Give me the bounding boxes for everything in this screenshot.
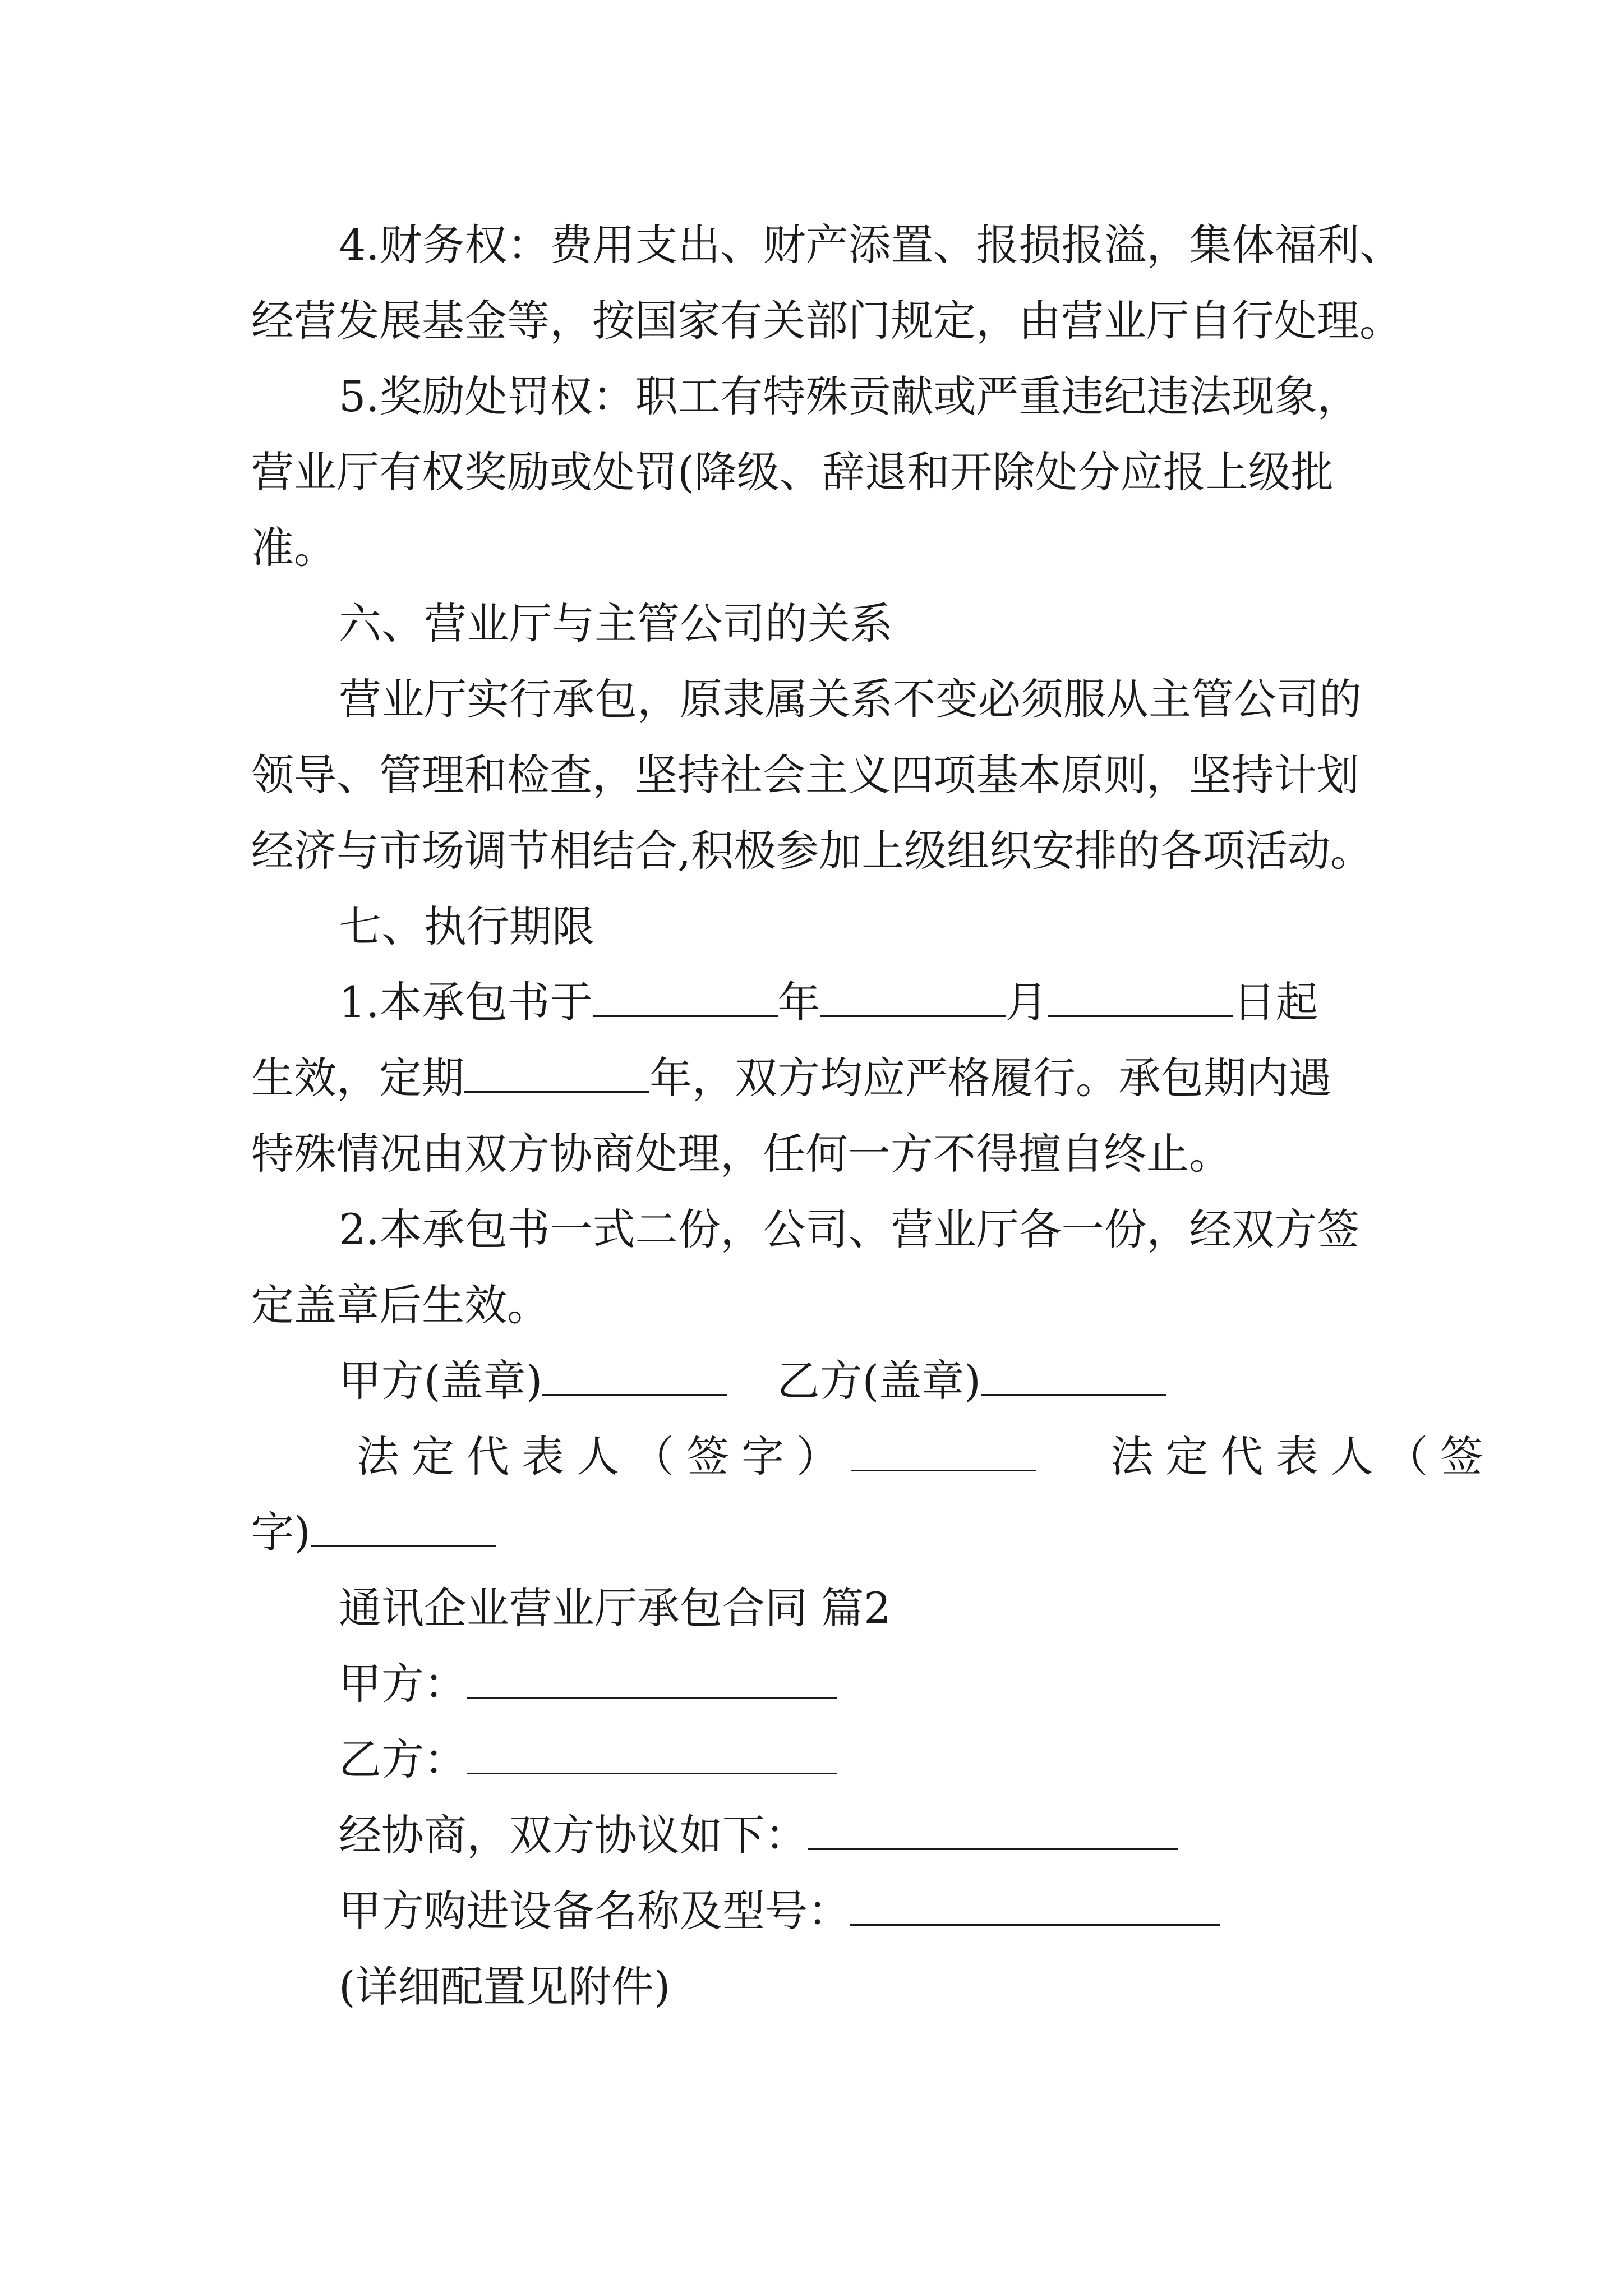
party-b-line bbox=[339, 1732, 1395, 1788]
equipment-label: 甲方购进设备名称及型号： bbox=[339, 1886, 850, 1936]
party-b-seal-label: 乙方(盖章) bbox=[777, 1356, 981, 1406]
representative-line2 bbox=[251, 1504, 1395, 1561]
equipment-line bbox=[339, 1883, 1395, 1939]
year-blank bbox=[593, 975, 778, 1017]
para-relationship-line2: 领导、管理和检查，坚持社会主义四项基本原则，坚持计划 bbox=[251, 750, 1359, 800]
para-copies-line1: 2.本承包书一式二份，公司、营业厅各一份，经双方签 bbox=[339, 1204, 1360, 1254]
period-years-blank bbox=[464, 1051, 649, 1093]
party-a-blank bbox=[467, 1657, 837, 1699]
party-b-blank bbox=[467, 1732, 837, 1774]
rep-b-blank bbox=[311, 1505, 496, 1547]
equipment-blank bbox=[850, 1884, 1220, 1926]
agreement-blank bbox=[808, 1808, 1178, 1850]
term-period-rest: 年，双方均应严格履行。承包期内遇 bbox=[649, 1053, 1331, 1103]
term-period-text: 生效，定期 bbox=[251, 1053, 464, 1103]
para-term-line3: 特殊情况由双方协商处理，任何一方不得擅自终止。 bbox=[251, 1129, 1232, 1179]
term-year-label: 年 bbox=[777, 977, 820, 1027]
party-a-label: 甲方： bbox=[339, 1659, 467, 1709]
para-term-line2 bbox=[251, 1050, 1395, 1106]
para-rewards-line1: 5.奖励处罚权：职工有特殊贡献或严重违纪违法现象， bbox=[339, 371, 1360, 421]
agreement-line bbox=[339, 1807, 1395, 1864]
attachment-note: (详细配置见附件) bbox=[339, 1962, 671, 2012]
day-blank bbox=[1048, 975, 1233, 1017]
para-copies-line2: 定盖章后生效。 bbox=[251, 1280, 550, 1330]
section-heading-7: 七、执行期限 bbox=[339, 901, 594, 951]
para-rewards-line3: 准。 bbox=[251, 523, 336, 573]
representative-line bbox=[357, 1429, 1496, 1485]
party-b-label: 乙方： bbox=[339, 1734, 467, 1784]
month-blank bbox=[820, 975, 1006, 1017]
term-start-text: 1.本承包书于 bbox=[339, 977, 593, 1027]
para-rewards-line2: 营业厅有权奖励或处罚(降级、辞退和开除处分应报上级批 bbox=[251, 447, 1334, 497]
seal-line bbox=[339, 1353, 1395, 1409]
party-a-seal-blank bbox=[542, 1354, 727, 1396]
rep-b-label: 法定代表人（签 bbox=[1110, 1432, 1496, 1481]
para-finance-rights-line1: 4.财务权：费用支出、财产添置、报损报溢，集体福利、 bbox=[339, 220, 1403, 270]
party-a-line bbox=[339, 1656, 1395, 1712]
agreement-label: 经协商，双方协议如下： bbox=[339, 1810, 808, 1860]
party-b-seal-blank bbox=[981, 1354, 1166, 1396]
party-a-seal-label: 甲方(盖章) bbox=[339, 1356, 543, 1406]
term-day-label: 日起 bbox=[1233, 977, 1318, 1027]
para-finance-rights-line2: 经营发展基金等，按国家有关部门规定，由营业厅自行处理。 bbox=[251, 296, 1402, 346]
section-heading-6: 六、营业厅与主管公司的关系 bbox=[339, 599, 893, 648]
rep-a-blank bbox=[851, 1429, 1036, 1471]
para-term-line1 bbox=[339, 974, 1395, 1030]
rep-b-label-end: 字) bbox=[251, 1507, 311, 1557]
section2-title: 通讯企业营业厅承包合同 篇2 bbox=[339, 1583, 891, 1633]
rep-a-label: 法定代表人（签字） bbox=[357, 1432, 851, 1481]
term-month-label: 月 bbox=[1005, 977, 1048, 1027]
para-relationship-line3: 经济与市场调节相结合,积极参加上级组织安排的各项活动。 bbox=[251, 826, 1373, 876]
para-relationship-line1: 营业厅实行承包，原隶属关系不变必须服从主管公司的 bbox=[339, 674, 1362, 724]
